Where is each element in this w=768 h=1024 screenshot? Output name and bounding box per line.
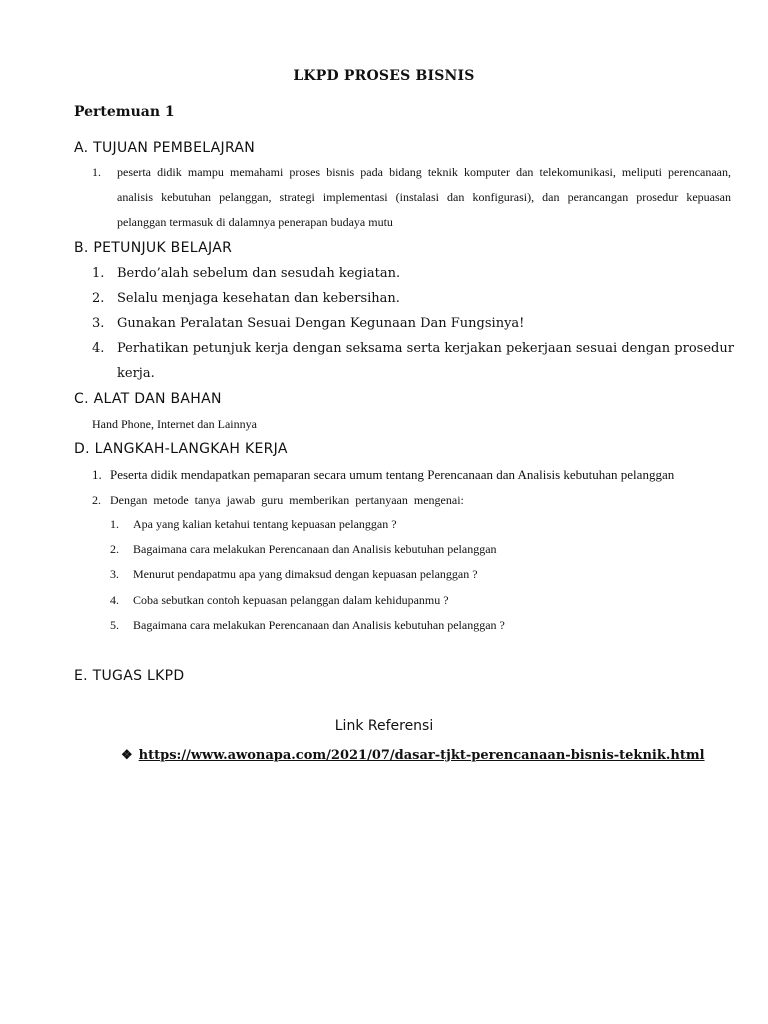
section-e-heading: E. TUGAS LKPD: [74, 668, 185, 684]
list-item: Selalu menjaga kesehatan dan kebersihan.: [117, 291, 400, 306]
list-item-number: 2.: [92, 291, 105, 306]
list-item-number: 1.: [92, 266, 105, 281]
list-item: Berdo’alah sebelum dan sesudah kegiatan.: [117, 266, 401, 281]
step-item: Peserta didik mendapatkan pemaparan secara umum tentang Perencanaan dan Analisis kebutuhan pelanggan: [110, 467, 675, 482]
tools-text: Hand Phone, Internet dan Lainnya: [92, 417, 257, 431]
reference-link[interactable]: https://www.awonapa.com/2021/07/dasar-tjkt-perencanaan-bisnis-teknik.html: [138, 748, 705, 763]
question-item: Bagaimana cara melakukan Perencanaan dan Analisis kebutuhan pelanggan ?: [133, 618, 505, 632]
reference-title: Link Referensi: [334, 718, 434, 734]
step-item: Dengan metode tanya jawab guru memberikan pertanyaan mengenai:: [110, 493, 464, 507]
question-number: 2.: [110, 542, 119, 556]
section-a-item-line: pelanggan termasuk di dalamnya penerapan budaya mutu: [117, 215, 393, 229]
list-item-continuation: kerja.: [117, 366, 155, 381]
question-number: 4.: [110, 593, 119, 607]
reference-line: [121, 748, 705, 763]
question-item: Apa yang kalian ketahui tentang kepuasan pelanggan ?: [133, 517, 397, 531]
section-d-heading: D. LANGKAH-LANGKAH KERJA: [74, 441, 288, 457]
question-number: 5.: [110, 618, 119, 632]
list-item: Perhatikan petunjuk kerja dengan seksama serta kerjakan pekerjaan sesuai dengan prosedur: [117, 341, 734, 356]
section-c-heading: C. ALAT DAN BAHAN: [74, 391, 222, 407]
question-number: 3.: [110, 567, 119, 581]
question-number: 1.: [110, 517, 119, 531]
meeting-label: Pertemuan 1: [74, 104, 175, 120]
section-b-heading: B. PETUNJUK BELAJAR: [74, 240, 233, 256]
section-a-heading: A. TUJUAN PEMBELAJRAN: [74, 140, 256, 156]
list-item: Gunakan Peralatan Sesuai Dengan Kegunaan Dan Fungsinya!: [117, 316, 525, 331]
diamond-bullet-icon: ❖: [121, 748, 133, 763]
document-title: LKPD PROSES BISNIS: [293, 68, 475, 84]
question-item: Menurut pendapatmu apa yang dimaksud dengan kepuasan pelanggan ?: [133, 567, 478, 581]
section-a-item-line: peserta didik mampu memahami proses bisnis pada bidang teknik komputer dan telekomunikasi, meliputi perencanaan,: [117, 165, 731, 179]
section-a-item-number: 1.: [92, 165, 101, 179]
list-item-number: 4.: [92, 341, 105, 356]
step-number: 2.: [92, 493, 101, 507]
step-number: 1.: [92, 467, 102, 482]
question-item: Bagaimana cara melakukan Perencanaan dan Analisis kebutuhan pelanggan: [133, 542, 497, 556]
section-a-item-line: analisis kebutuhan pelanggan, strategi implementasi (instalasi dan konfigurasi), dan perancangan prosedur kepuasan: [117, 190, 731, 204]
list-item-number: 3.: [92, 316, 105, 331]
question-item: Coba sebutkan contoh kepuasan pelanggan dalam kehidupanmu ?: [133, 593, 449, 607]
